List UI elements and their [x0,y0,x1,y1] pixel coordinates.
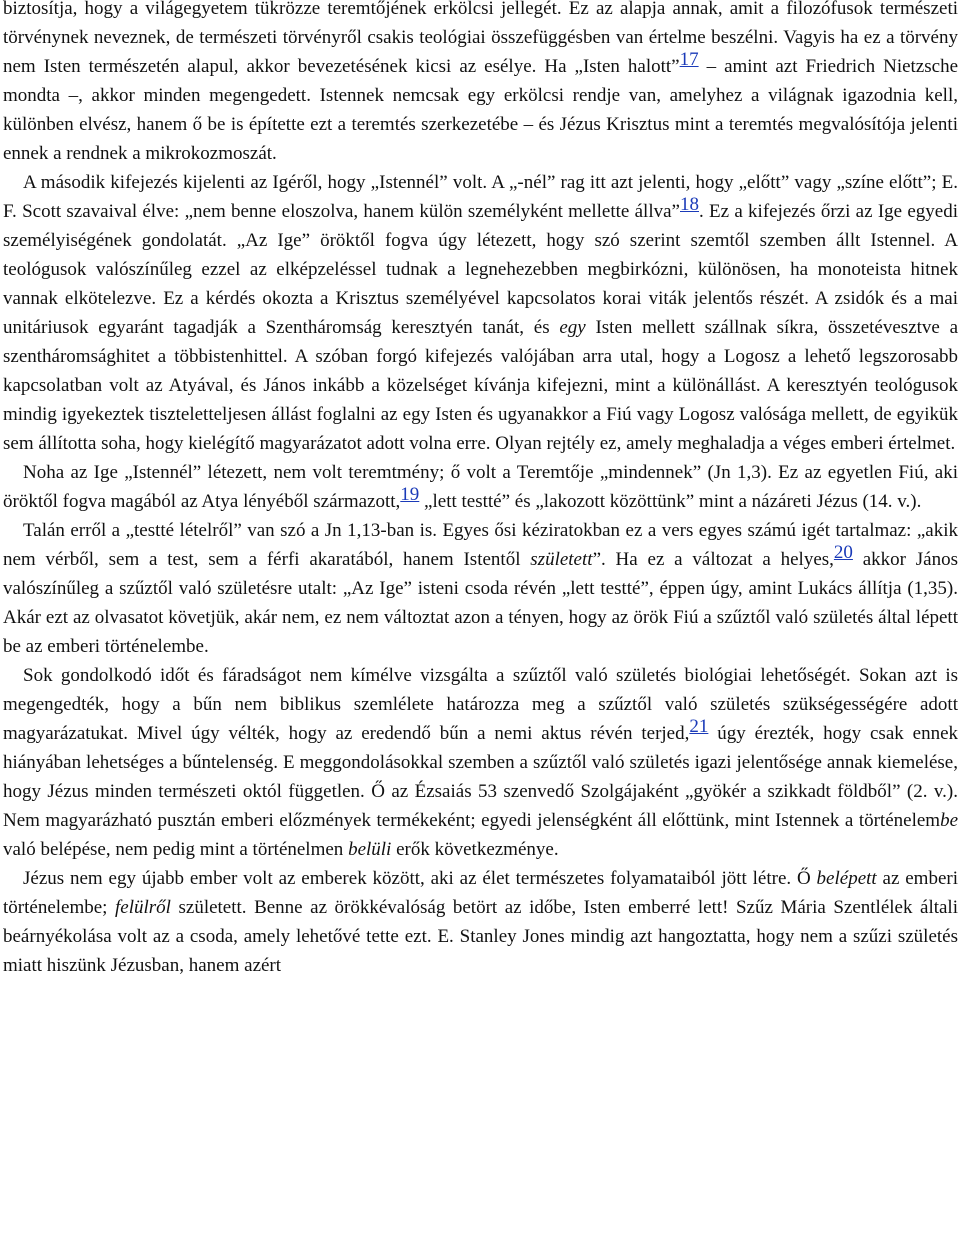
text-run: erők következménye. [391,839,559,860]
emphasis-text: belüli [348,839,392,860]
document-page [3,0,958,980]
emphasis-text: belépett [816,868,877,889]
text-run: Isten mellett szállnak síkra, összetévesztve a szentháromsághitet a többistenhittel. A szóban forgó kifejezés valójában arra utal, hogy a Logosz a lehető legszorosabb kapcsolatban volt az Atyával, és János inkább a közelséget kívánja kifejezni, mint a különállást. A keresztyén teológusok mindig igyekeztek tiszteletteljesen állást foglalni az egy Isten és ugyanakkor a Fiú vagy Logosz valósága mellett, de egyikük sem állította soha, hogy kielégítő magyarázatot adott volna erre. Olyan rejtély ez, amely meghaladja a véges emberi értelmet. [3,317,958,454]
emphasis-text: egy [559,317,586,338]
text-run: A második kifejezés kijelenti az Igéről, hogy „Istennél” volt. A „-nél” rag itt azt jelenti, hogy „előtt” vagy „színe előtt”; E. F. Scott szavaival élve: „nem benne eloszolva, hanem külön személyként mellette állva” [3,172,958,222]
text-run: akkor János valószínűleg a szűztől való születésre utalt: „Az Ige” isteni csoda révén „lett testté”, éppen úgy, amint Lukács állítja (1,35). Akár ezt az olvasatot követjük, akár nem, ez nem változtat azon a tényen, hogy az örök Fiú a szűztől való születés által lépett be az emberi történelembe. [3,549,958,657]
text-run: . Ez a kifejezés őrzi az Ige egyedi személyiségének gondolatát. „Az Ige” öröktől fogva úgy létezett, hogy szó szerint szemtől szemben állt Istennel. A teológusok valószínűleg ezzel az elképzeléssel tudnak a legnehezebben megbirkózni, különösen, ha monoteista hitnek vannak elkötelezve. Ez a kérdés okozta a Krisztus személyével kapcsolatos korai viták jelentős részét. A zsidók és a mai unitáriusok egyaránt tagadják a Szentháromság keresztyén tanát, és [3,201,959,338]
text-run: biztosítja, hogy a világegyetem tükrözze teremtőjének erkölcsi jellegét. Ez az alapja annak, amit a filozófusok természeti törvénynek neveznek, de természeti törvényről csakis teológiai összefüggésben van értelme beszélni. Vagyis ha ez a törvény nem Isten természetén alapul, akkor bevezetésének kicsi az esélye. Ha „Isten halott” [3,0,958,77]
paragraph-6 [3,864,958,980]
paragraph-1 [3,0,958,168]
text-run: Talán erről a „testté lételről” van szó a Jn 1,13-ban is. Egyes ősi kéziratokban ez a vers egyes számú igét tartalmaz: „akik nem vérből, sem a test, sem a férfi akaratából, hanem Istentől [3,520,958,570]
text-run: született. Benne az örökkévalóság betört az időbe, Isten emberré lett! Szűz Mária Szentlélek általi beárnyékolása volt az a csoda, amely lehetővé tette ezt. E. Stanley Jones mindig azt hangoztatta, hogy nem a szűzi születés miatt hiszünk Jézusban, hanem azért [3,897,958,976]
footnote-link-19[interactable]: 19 [400,484,420,505]
text-run: Jézus nem egy újabb ember volt az emberek között, aki az élet természetes folyamataiból jött létre. Ő [23,868,817,889]
emphasis-text: felülről [115,897,171,918]
paragraph-5 [3,661,958,864]
text-run: – amint azt Friedrich Nietzsche mondta –, akkor minden megengedett. Istennek nemcsak egy erkölcsi rendje van, amelyhez a világnak igazodnia kell, különben elvész, hanem ő be is építette ezt a teremtés szerkezetébe – és Jézus Krisztus mint a teremtés megvalósítója jelenti ennek a rendnek a mikrokozmoszát. [3,56,959,164]
text-run: úgy érezték, hogy csak ennek hiányában lehetséges a bűntelenség. E meggondolásokkal szemben a szűztől való születés igazi jelentősége annak kiemelése, hogy Jézus minden természeti októl független. Ő az Ézsaiás 53 szenvedő Szolgájaként „gyökér a szikkadt földből” (2. v.). Nem magyarázható pusztán emberi előzmények termékeként; egyedi jelenségként áll előttünk, mint Istennek a történelem [3,723,958,831]
text-run: az emberi történelembe; [3,868,958,918]
text-run: Sok gondolkodó időt és fáradságot nem kímélve vizsgálta a szűztől való születés biológiai lehetőségét. Sokan azt is megengedték, hogy a bűn nem biblikus szemlélete határozza meg a szűztől való születés szükségességére adott magyarázatukat. Mivel úgy vélték, hogy az eredendő bűn a nemi aktus révén terjed, [3,665,958,744]
paragraph-3 [3,458,958,516]
text-run: „lett testté” és „lakozott közöttünk” mint a názáreti Jézus (14. v.). [419,491,922,512]
paragraph-2 [3,168,958,458]
text-run: ”. Ha ez a változat a helyes, [592,549,834,570]
footnote-link-21[interactable]: 21 [689,716,709,737]
footnote-link-17[interactable]: 17 [679,49,699,70]
text-run: Noha az Ige „Istennél” létezett, nem volt teremtmény; ő volt a Teremtője „mindennek” (Jn 1,3). Ez az egyetlen Fiú, aki öröktől fogva magából az Atya lényéből származott, [3,462,958,512]
footnote-link-18[interactable]: 18 [680,194,699,215]
footnote-link-20[interactable]: 20 [833,542,853,563]
text-run: való belépése, nem pedig mint a történelmen [3,839,349,860]
emphasis-text: született [530,549,593,570]
emphasis-text: be [940,810,958,831]
paragraph-4 [3,516,958,661]
